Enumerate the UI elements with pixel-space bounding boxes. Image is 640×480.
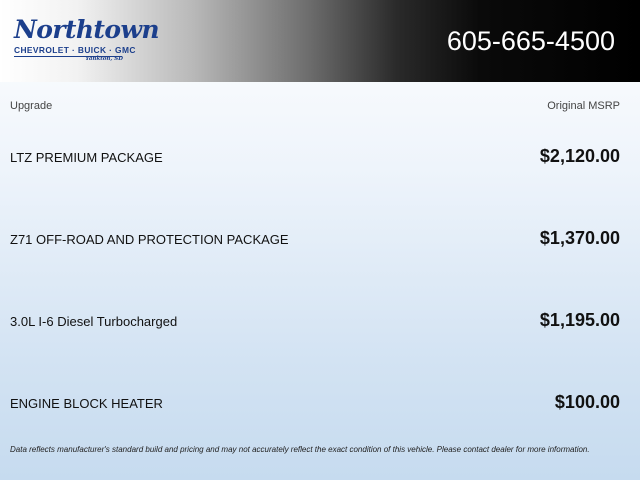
dealer-logo (14, 15, 159, 66)
logo-brands: CHEVROLET · BUICK · GMC (14, 45, 136, 55)
upgrade-price: $100.00 (554, 392, 620, 412)
column-header-upgrade: Upgrade (10, 100, 53, 112)
upgrade-name: ENGINE BLOCK HEATER (10, 396, 163, 411)
column-header-msrp: Original MSRP (547, 100, 620, 112)
header-banner (0, 0, 640, 82)
upgrade-row (10, 144, 620, 170)
upgrade-row (10, 226, 620, 252)
upgrade-price: $1,195.00 (539, 310, 620, 330)
upgrade-row (10, 390, 620, 416)
upgrade-name: 3.0L I-6 Diesel Turbocharged (10, 314, 178, 329)
upgrade-row (10, 308, 620, 334)
logo-city: Yankton, SD (85, 56, 123, 62)
upgrade-price: $1,370.00 (539, 228, 620, 248)
pricing-disclaimer: Data reflects manufacturer's standard build and pricing and may not accurately reflect the exact condition of this vehicle. Please contact dealer for more information. (10, 445, 590, 454)
dealer-phone-number: 605-665-4500 (446, 26, 615, 56)
logo-dealer-name: Northtown (14, 15, 159, 44)
upgrade-name: Z71 OFF-ROAD AND PROTECTION PACKAGE (10, 232, 289, 247)
upgrade-price: $2,120.00 (539, 146, 620, 166)
upgrade-name: LTZ PREMIUM PACKAGE (10, 150, 163, 165)
